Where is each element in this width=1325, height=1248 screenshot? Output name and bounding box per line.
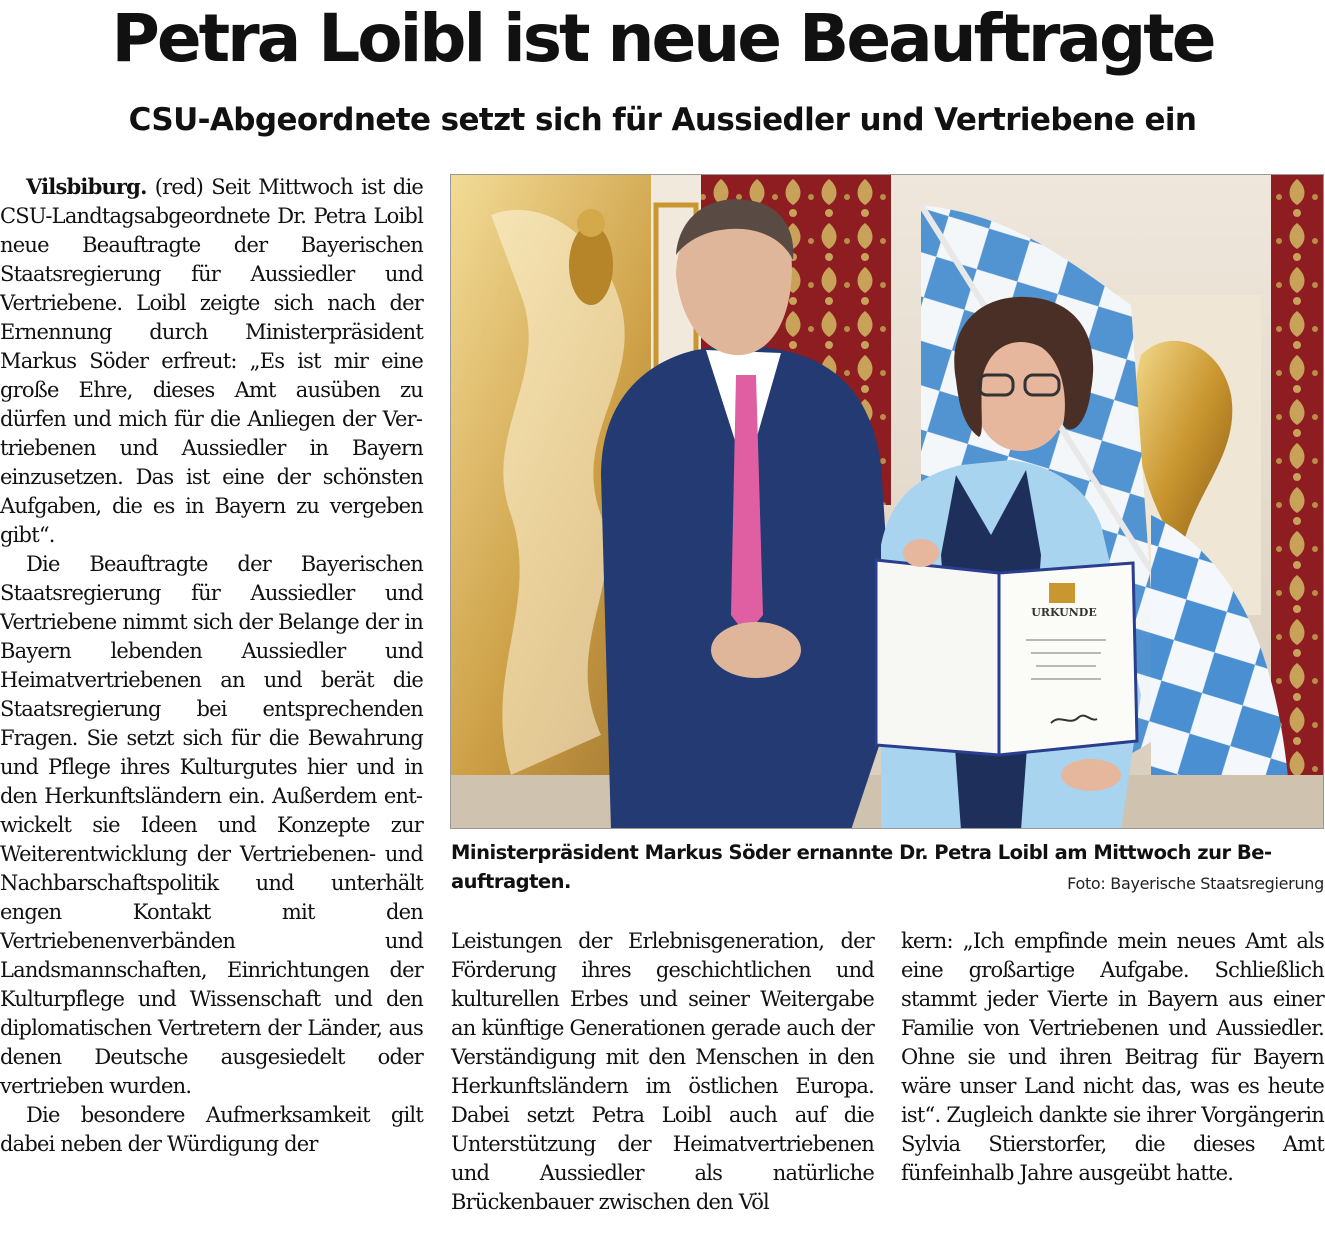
article-photo <box>450 174 1324 829</box>
subheadline: CSU-Abgeordnete setzt sich für Aussiedler und Vertriebene ein <box>128 102 1197 138</box>
headline: Petra Loibl ist neue Beauftragte <box>111 0 1214 77</box>
photo-caption: Ministerpräsident Markus Söder ernannte Dr. Petra Loibl am Mittwoch zur Beauftragten. <box>451 841 1273 893</box>
paragraph-3-end: kern: „Ich empfinde mein neues Amt als eine großartige Aufgabe. Schließlich stammt jeder Vierte in Bayern aus einer Familie von Vertriebenen und Aussiedler. Ohne sie und ihren Beitrag für Bayern wäre unser Land nicht das, was es heute ist“. Zugleich dankte sie ihrer Vorgängerin Sylvia Stierstorfer, die dieses Amt fünfeinhalb Jahre ausgeübt hatte. <box>901 929 1324 1185</box>
paragraph-1 <box>0 172 423 550</box>
photo-illustration <box>451 175 1324 829</box>
paragraph-2: Die Beauftragte der Bayerischen Staatsregierung für Aussiedler und Vertriebene nimmt sich der Belange der in Bayern lebenden Aussiedler und Heimatvertriebenen an und berät die Staatsregierung bei entsprechenden Fragen. Sie setzt sich für die Bewahrung und Pflege ihres Kulturgutes hier und in den Herkunftsländern ein. Außerdem entwickelt sie Ideen und Konzepte zur Weiterentwicklung der Vertriebenen- und Nachbarschaftspolitik und unterhält engen Kontakt mit den Vertriebenenverbänden und Landsmannschaften, Einrichtungen der Kulturpflege und Wissenschaft und den diplomatischen Vertretern der Länder, aus denen Deutsche ausgesiedelt oder vertrieben wurden. <box>0 552 423 1098</box>
paragraph-3-start: Die besondere Aufmerksamkeit gilt dabei neben der Würdigung der <box>0 1103 423 1156</box>
paragraph-3-continued: Leistungen der Erlebnisgeneration, der Förderung ihres geschichtlichen und kulturellen Erbes und seiner Weitergabe an künftige Generationen gerade auch der Verständigung mit den Menschen in den Herkunftsländern im östlichen Europa. Dabei setzt Petra Loibl auch auf die Unterstützung der Heimatvertriebenen und Aussiedler als natürliche Brückenbauer zwischen den Völ <box>451 929 874 1214</box>
document-heading: URKUNDE <box>1031 606 1097 619</box>
article-column-3 <box>901 927 1324 1188</box>
photo-credit: Foto: Bayerische Staatsregierung <box>1067 874 1324 893</box>
dateline: Vilsbiburg. <box>26 174 147 199</box>
paragraph-1-text: (red) Seit Mittwoch ist die CSU-Landtagsabgeordnete Dr. Petra Loibl neue Beauftragte der Bayerischen Staatsregierung für Aussiedler und Vertriebene. Loibl zeigte sich nach der Ernennung durch Ministerpräsident Markus Söder erfreut: „Es ist mir eine große Ehre, dieses Amt ausüben zu dürfen und mich für die Anliegen der Vertriebenen und Aussiedler in Bayern einzusetzen. Das ist eine der schönsten Aufgaben, die es in Bayern zu vergeben gibt“. <box>0 175 423 547</box>
article-column-2 <box>451 927 874 1217</box>
article-column-1 <box>0 172 423 1159</box>
